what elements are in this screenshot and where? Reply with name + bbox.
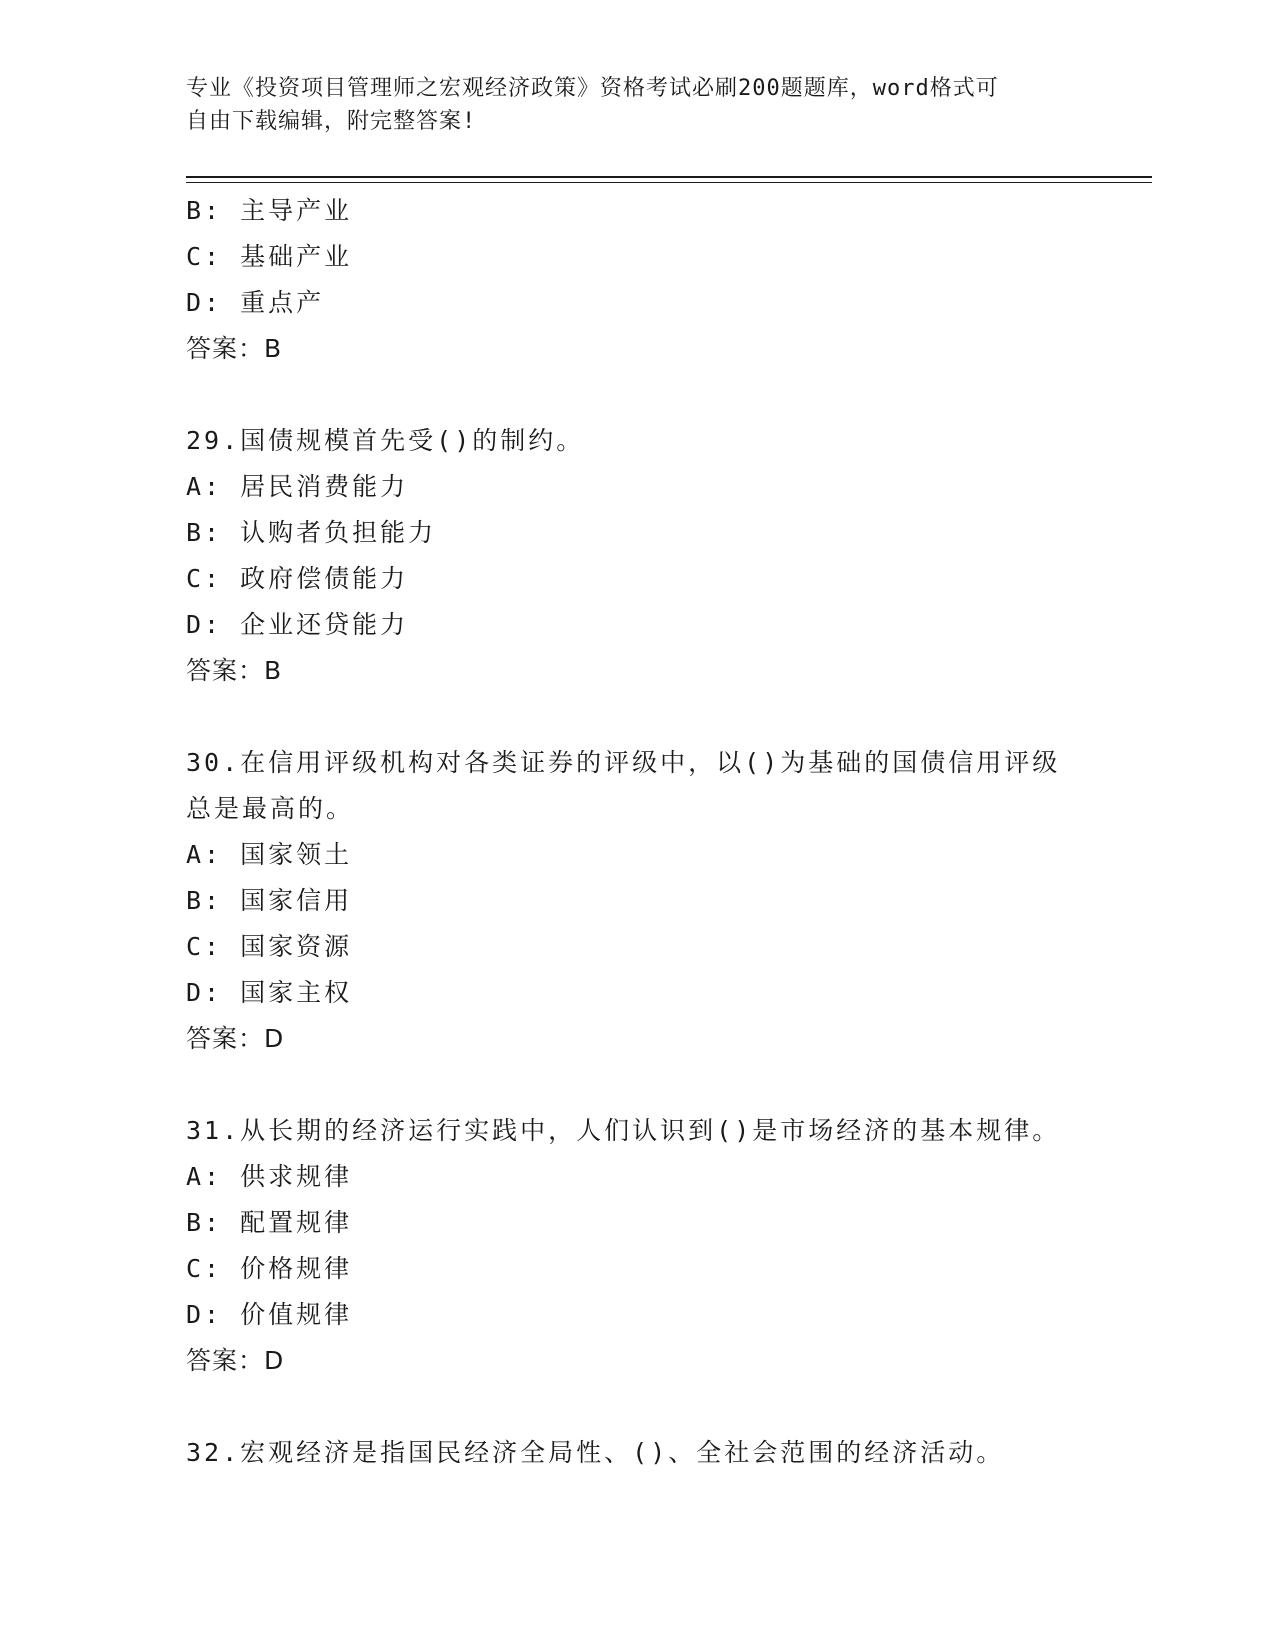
answer-line: 答案：D [186, 1024, 285, 1053]
question-text: 29.国债规模首先受()的制约。 [186, 426, 585, 455]
header-divider-thick [186, 176, 1152, 178]
document-header [186, 72, 1086, 138]
option-b: B: 主导产业 [186, 196, 353, 225]
question-30 [186, 740, 1086, 1062]
option-b: B: 配置规律 [186, 1208, 353, 1237]
question-32 [186, 1430, 1086, 1476]
spacer [186, 1384, 1086, 1430]
option-d: D: 重点产 [186, 288, 325, 317]
option-d: D: 价值规律 [186, 1300, 353, 1329]
answer-line: 答案：B [186, 656, 283, 685]
question-text: 32.宏观经济是指国民经济全局性、()、全社会范围的经济活动。 [186, 1438, 1005, 1467]
question-31 [186, 1108, 1086, 1384]
spacer [186, 694, 1086, 740]
option-c: C: 国家资源 [186, 932, 353, 961]
question-28-partial [186, 188, 1086, 372]
option-a: A: 居民消费能力 [186, 472, 409, 501]
answer-line: 答案：B [186, 334, 283, 363]
option-b: B: 认购者负担能力 [186, 518, 437, 547]
option-a: A: 国家领土 [186, 840, 353, 869]
question-text-line-1: 30.在信用评级机构对各类证券的评级中，以()为基础的国债信用评级 [186, 748, 1061, 777]
option-c: C: 政府偿债能力 [186, 564, 409, 593]
spacer [186, 1062, 1086, 1108]
option-d: D: 企业还贷能力 [186, 610, 409, 639]
question-29 [186, 418, 1086, 694]
question-list [186, 188, 1086, 1476]
option-b: B: 国家信用 [186, 886, 353, 915]
option-d: D: 国家主权 [186, 978, 353, 1007]
header-title-line-2: 自由下载编辑，附完整答案! [186, 109, 477, 134]
option-c: C: 基础产业 [186, 242, 353, 271]
question-text-line-2: 总是最高的。 [186, 794, 355, 823]
option-c: C: 价格规律 [186, 1254, 353, 1283]
spacer [186, 372, 1086, 418]
header-title-line-1: 专业《投资项目管理师之宏观经济政策》资格考试必刷200题题库，word格式可 [186, 76, 999, 101]
header-divider-thin [186, 182, 1152, 183]
question-text: 31.从长期的经济运行实践中，人们认识到()是市场经济的基本规律。 [186, 1116, 1061, 1145]
option-a: A: 供求规律 [186, 1162, 353, 1191]
answer-line: 答案：D [186, 1346, 285, 1375]
